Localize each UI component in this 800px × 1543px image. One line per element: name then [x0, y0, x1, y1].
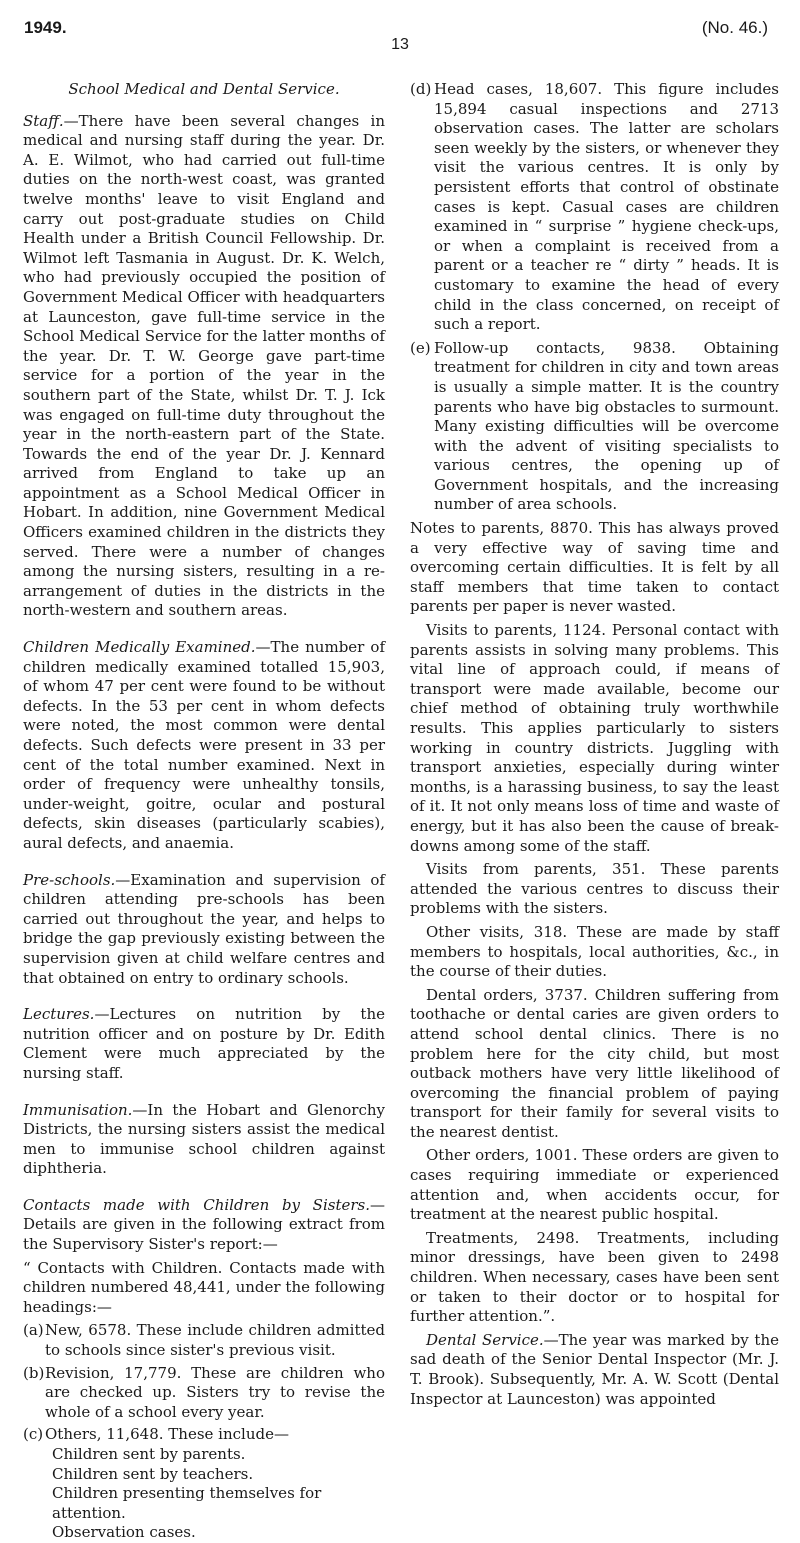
preschool-text: —Examination and supervision of children attending pre-schools has been carried out throughout the year, and helps to bridge the gap previously existing between the supervision given at child welfare centres and that obtained on entry to ordinary schools. — [23, 870, 385, 987]
item-text: Revision, 17,779. These are children who are checked up. Sisters try to revise the whole of a school every year. — [45, 1363, 385, 1421]
item-label: (e) — [410, 338, 431, 357]
header-year: 1949. — [24, 18, 67, 37]
immunisation-text: —In the Hobart and Glenorchy Districts, the nursing sisters assist the medical men to immunise school children against diphtheria. — [23, 1100, 385, 1178]
item-text: Follow-up contacts, 9838. Obtaining treatment for children in city and town areas is usually a simple matter. It is the country parents who have big obstacles to surmount. Many existing difficulties will be overcome with the advent of visiting specialists to various centres, the opening up of Government hospitals, and the increasing number of area schools. — [434, 338, 779, 514]
treatments-paragraph: Treatments, 2498. Treatments, including minor dressings, have been given to 2498 children. When necessary, cases have been sent or taken to their doctor or to hospital for further attention.”. — [410, 1228, 779, 1326]
staff-heading: Staff. — [23, 111, 64, 130]
other-visits-paragraph: Other visits, 318. These are made by staff members to hospitals, local authorities, &c., in the course of their duties. — [410, 922, 779, 981]
page-number: 13 — [391, 36, 409, 53]
header-doc-number: (No. 46.) — [701, 18, 768, 37]
staff-text: —There have been several changes in medical and nursing staff during the year. Dr. A. E. Wilmot, who had carried out full-time duties on the north-west coast, was granted twelve months' leave to visit England and carry out post-graduate studies on Child Health under a British Council Fellowship. Dr. Wilmot left Tasmania in August. Dr. K. Welch, who had previously occupied the position of Government Medical Officer with headquarters at Launceston, gave full-time service in the School Medical Service for the latter months of the year. Dr. T. W. George gave part-time service for a portion of the year in the southern part of the State, whilst Dr. T. J. Ick was engaged on full-time duty throughout the year in the north-eastern part of the State. Towards the end of the year Dr. J. Kennard arrived from England to take up an appointment as a School Medical Officer in Hobart. In addition, nine Government Medical Officers examined children in the districts they served. There were a number of changes among the nursing sisters, resulting in a re-arrangement of duties in the districts in the north-western and southern areas. — [23, 111, 385, 620]
contacts-text: — Details are given in the following extract from the Supervisory Sister's report:— — [23, 1195, 385, 1254]
immunisation-heading: Immunisation. — [23, 1100, 133, 1119]
item-label: (b) — [23, 1363, 45, 1382]
others-list — [52, 1445, 385, 1543]
others-list-item: Children presenting themselves for attention. — [52, 1484, 322, 1522]
list-item — [410, 80, 779, 335]
list-item — [23, 1425, 385, 1445]
others-list-item: Observation cases. — [52, 1523, 196, 1542]
preschool-heading: Pre-schools. — [23, 870, 116, 889]
others-list-item: Children sent by teachers. — [52, 1464, 254, 1483]
contacts-paragraph — [23, 1196, 385, 1255]
preschool-paragraph — [23, 871, 385, 989]
visits-from-parents-paragraph: Visits from parents, 351. These parents attended the various centres to discuss their problems with the sisters. — [410, 860, 779, 918]
dental-orders-paragraph: Dental orders, 3737. Children suffering from toothache or dental caries are given orders to attend school dental clinics. There is no problem here for the city child, but most outback mothers have very little likelihood of overcoming the financial problem of paying transport for their family for several visits to the nearest dentist. — [410, 985, 779, 1141]
section-title: School Medical and Dental Service. — [68, 80, 340, 98]
item-label: (a) — [23, 1321, 44, 1340]
others-list-item: Children sent by parents. — [52, 1445, 246, 1463]
list-item — [23, 1364, 385, 1423]
children-paragraph — [23, 638, 385, 854]
quote-intro: “ Contacts with Children. Contacts made with children numbered 48,441, under the following headings:— — [23, 1258, 385, 1316]
item-text: New, 6578. These include children admitted to schools since sister's previous visit. — [45, 1321, 385, 1360]
other-orders-paragraph: Other orders, 1001. These orders are given to cases requiring immediate or experienced attention and, when accidents occur, for treatment at the nearest public hospital. — [410, 1146, 779, 1224]
immunisation-paragraph — [23, 1101, 385, 1179]
item-text: Others, 11,648. These include— — [45, 1425, 289, 1444]
list-item — [410, 339, 779, 515]
children-text: —The number of children medically examined totalled 15,903, of whom 47 per cent were found to be without defects. In the 53 per cent in whom defects were noted, the most common were dental defects. Such defects were present in 33 per cent of the total number examined. Next in order of frequency were unhealthy tonsils, under-weight, goitre, ocular and postural defects, skin diseases (particularly scabies), aural defects, and anaemia. — [23, 638, 385, 852]
lectures-paragraph — [23, 1005, 385, 1083]
lectures-text: —Lectures on nutrition by the nutrition officer and on posture by Dr. Edith Clement were much appreciated by the nursing staff. — [23, 1005, 385, 1082]
notes-paragraph: Notes to parents, 8870. This has always proved a very effective way of saving time and overcoming certain difficulties. It is felt by all staff members that time taken to contact parents per paper is never wasted. — [410, 519, 779, 616]
dental-service-text: —The year was marked by the sad death of the Senior Dental Inspector (Mr. J. T. Brook). Subsequently, Mr. A. W. Scott (Dental Inspector at Launceston) was appointed — [410, 1330, 779, 1408]
staff-paragraph — [23, 112, 385, 621]
left-column — [23, 80, 385, 1543]
children-heading: Children Medically Examined. — [23, 638, 256, 657]
list-item — [23, 1321, 385, 1360]
item-label: (c) — [23, 1425, 44, 1444]
lectures-heading: Lectures. — [23, 1005, 95, 1024]
right-column — [410, 80, 779, 1413]
item-text: Head cases, 18,607. This figure includes 15,894 casual inspections and 2713 observation cases. The latter are scholars seen weekly by the sisters, or whenever they visit the various centres. It is only by persistent efforts that control of obstinate cases is kept. Casual cases are children examined in “ surprise ” hygiene check-ups, or when a complaint is received from a parent or a teacher re “ dirty ” heads. It is customary to examine the head of every child in the class concerned, on receipt of such a report. — [434, 80, 779, 334]
contacts-heading: Contacts made with Children by Sisters. — [23, 1195, 370, 1214]
visits-to-parents-paragraph: Visits to parents, 1124. Personal contact with parents assists in solving many problems. This vital line of approach could, if means of transport were made available, become our chief method of obtaining truly worthwhile results. This applies particularly to sisters working in country districts. Juggling with transport anxieties, especially during winter months, is a harassing business, to say the least of it. It not only means loss of time and waste of energy, but it has also been the cause of break-downs among some of the staff. — [410, 621, 779, 855]
item-label: (d) — [410, 80, 432, 98]
dental-service-heading: Dental Service. — [426, 1330, 544, 1349]
dental-service-paragraph — [410, 1331, 779, 1409]
